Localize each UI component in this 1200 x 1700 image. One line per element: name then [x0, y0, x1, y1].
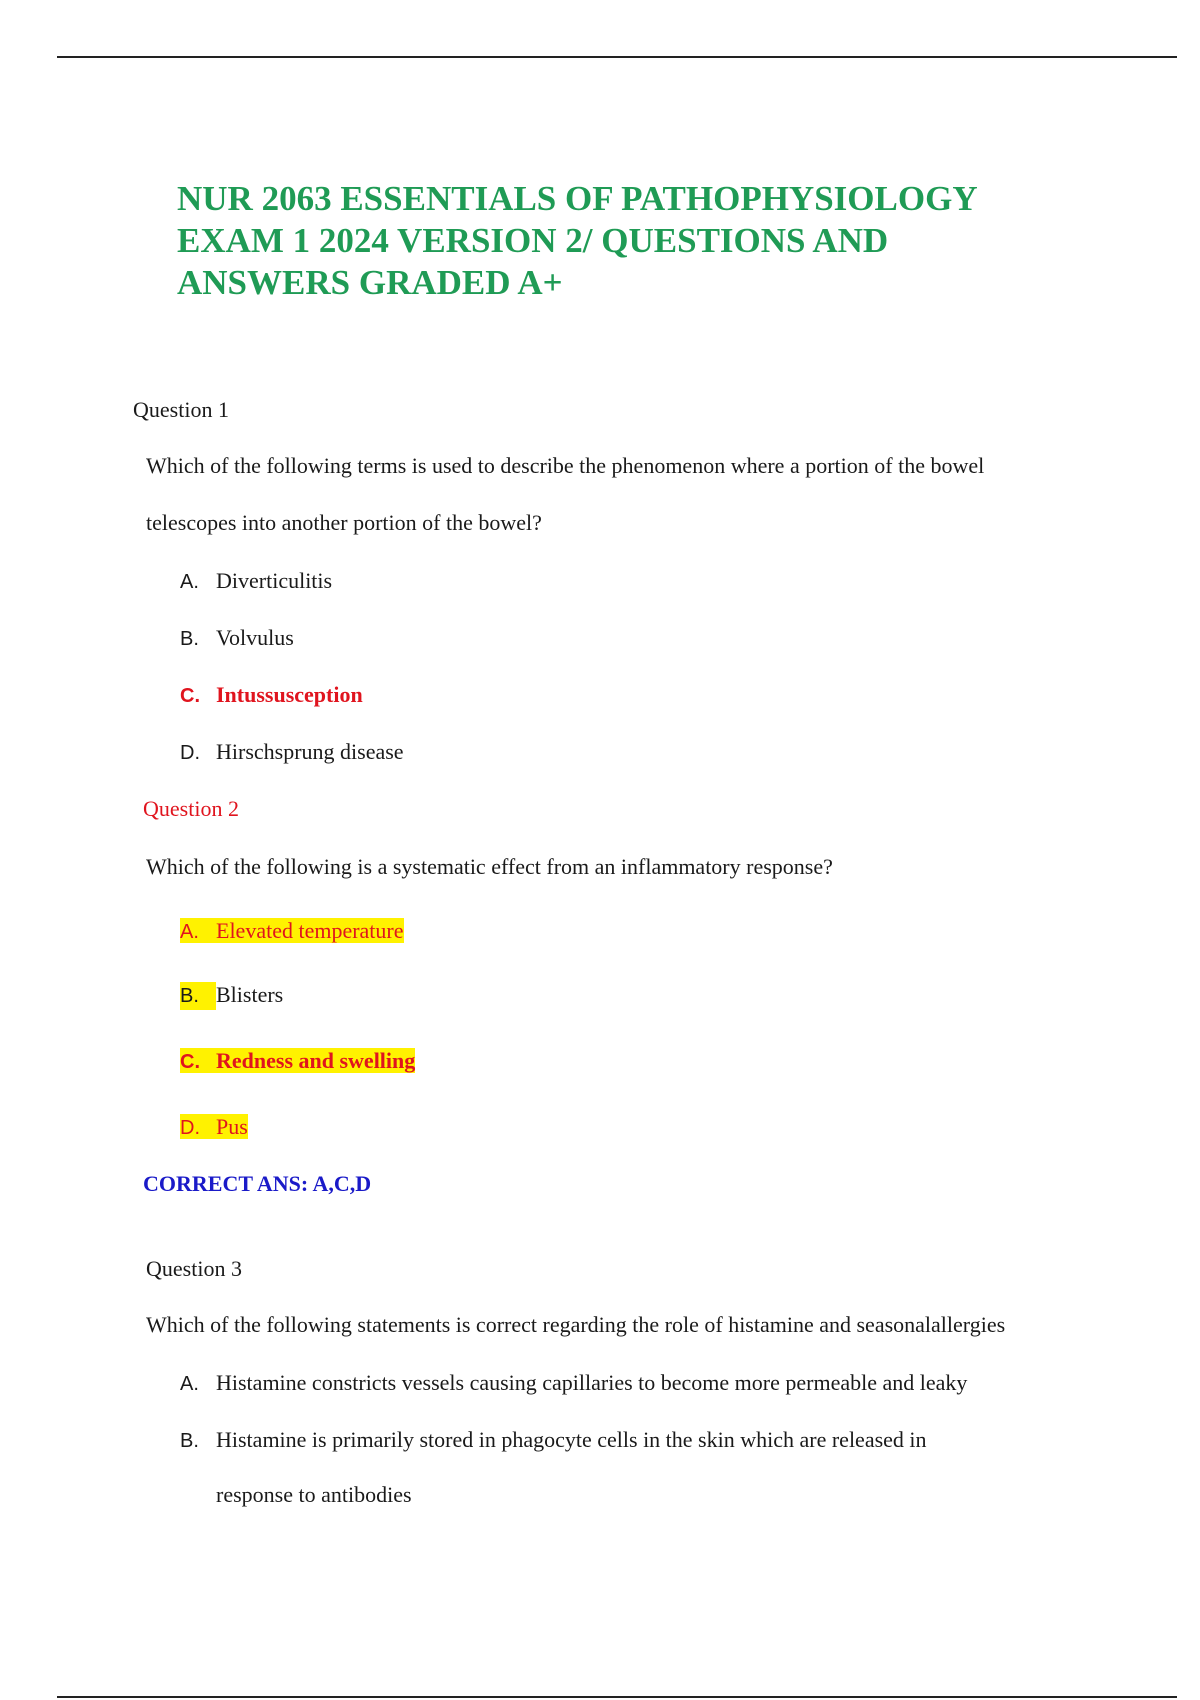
question-2-label: Question 2 [143, 796, 239, 821]
option-text: Blisters [216, 982, 284, 1007]
option-text: Histamine is primarily stored in phagocyte cells in the skin which are released in [216, 1427, 927, 1452]
question-3-option-b [180, 1426, 927, 1455]
question-2-option-d-answer [180, 1113, 248, 1142]
question-2-option-b [180, 981, 283, 1010]
document-title [177, 178, 1117, 304]
option-text: Pus [216, 1114, 248, 1139]
question-1-text-line-2: telescopes into another portion of the bowel? [146, 510, 542, 535]
question-2-option-a-answer [180, 917, 404, 946]
option-letter: A. [180, 571, 199, 593]
option-letter: D. [180, 1117, 200, 1139]
option-text: Volvulus [216, 625, 294, 650]
title-line-3: ANSWERS GRADED A+ [177, 263, 563, 302]
question-1-option-d [180, 738, 404, 767]
option-text: Diverticulitis [216, 568, 333, 593]
bottom-rule [57, 1696, 1177, 1698]
correct-answer-note: CORRECT ANS: A,C,D [143, 1171, 372, 1196]
option-text: Hirschsprung disease [216, 739, 404, 764]
option-text: Elevated temperature [216, 918, 404, 943]
option-text: Intussusception [216, 682, 363, 707]
title-line-2: EXAM 1 2024 VERSION 2/ QUESTIONS AND [177, 221, 889, 260]
option-letter: B. [180, 628, 199, 650]
question-3-option-b-continued: response to antibodies [216, 1482, 412, 1507]
option-letter: A. [180, 1373, 199, 1395]
option-text: Redness and swelling [216, 1048, 416, 1073]
question-1-text-line-1: Which of the following terms is used to describe the phenomenon where a portion of the bowel [146, 453, 985, 478]
question-3-option-a [180, 1369, 967, 1398]
title-line-1: NUR 2063 ESSENTIALS OF PATHOPHYSIOLOGY [177, 179, 978, 218]
option-letter: B. [180, 982, 216, 1010]
question-1-option-a [180, 567, 332, 596]
option-letter: C. [180, 685, 200, 707]
question-3-label: Question 3 [146, 1256, 242, 1281]
option-letter: A. [180, 921, 199, 943]
option-letter: B. [180, 1430, 199, 1452]
option-letter: C. [180, 1051, 200, 1073]
top-rule [57, 56, 1177, 58]
question-1-label: Question 1 [133, 397, 229, 422]
question-3-text: Which of the following statements is correct regarding the role of histamine and seasonalallergies [146, 1312, 1006, 1337]
option-letter: D. [180, 742, 200, 764]
question-1-option-c-answer [180, 681, 363, 710]
option-text: Histamine constricts vessels causing capillaries to become more permeable and leaky [216, 1370, 968, 1395]
question-2-text: Which of the following is a systematic effect from an inflammatory response? [146, 854, 833, 879]
question-1-option-b [180, 624, 294, 653]
question-2-option-c-answer [180, 1047, 415, 1076]
